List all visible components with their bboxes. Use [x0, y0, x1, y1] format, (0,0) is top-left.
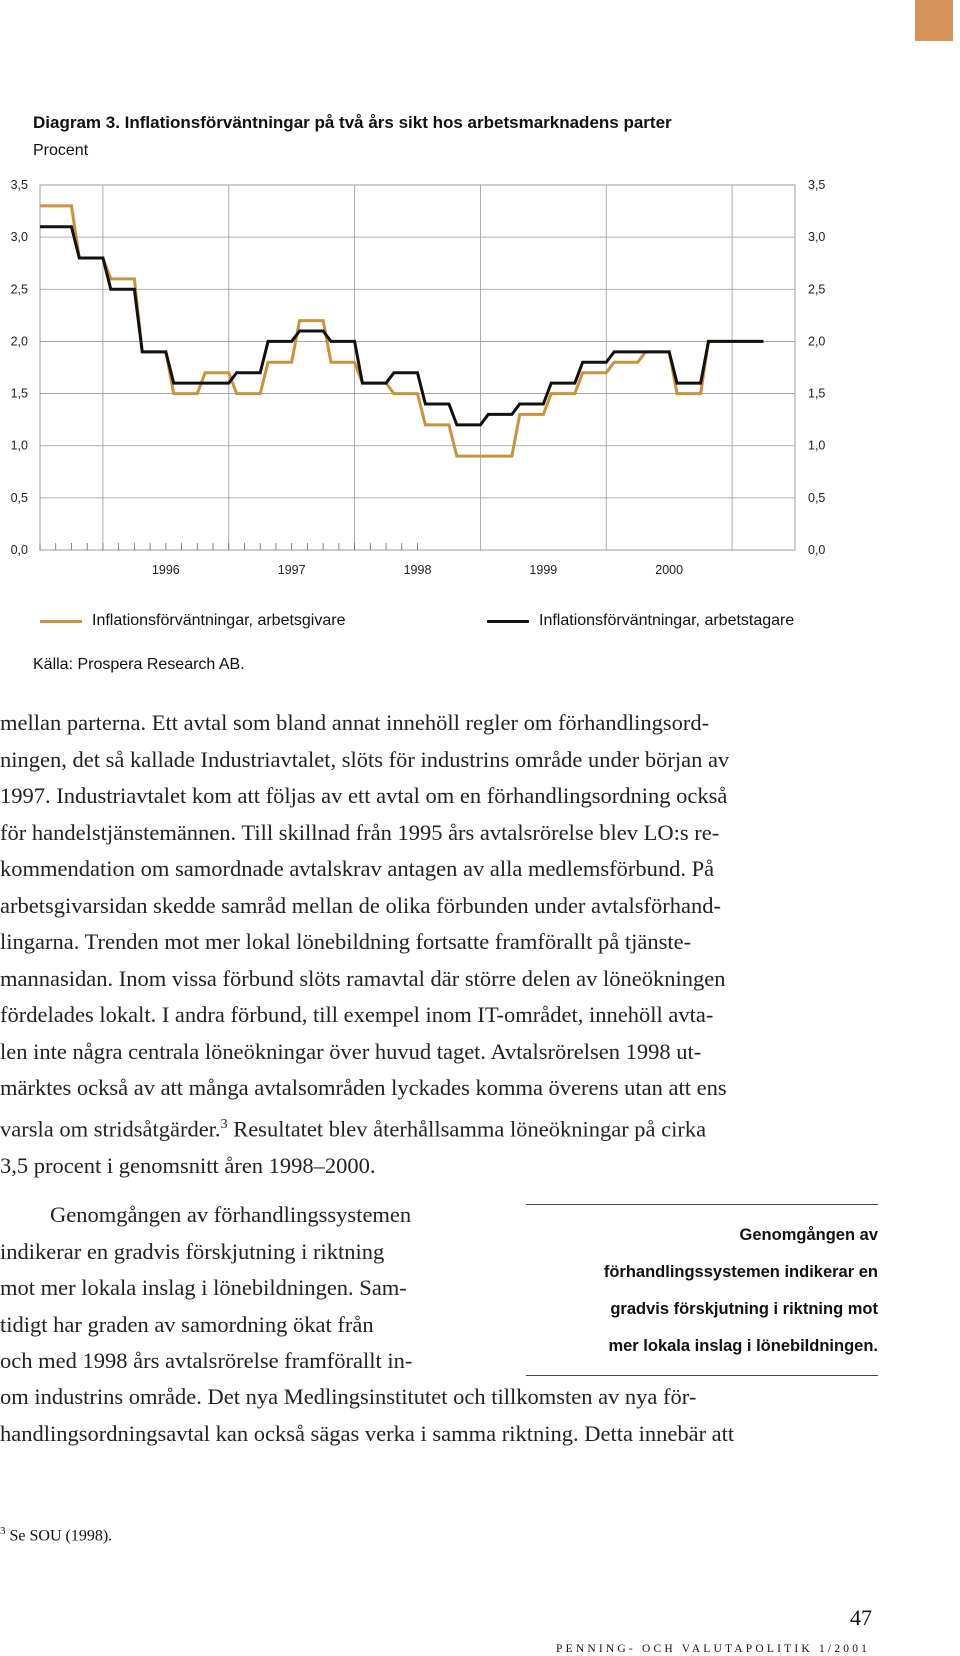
legend-swatch-employers [40, 620, 82, 623]
legend-label-employees: Inflationsförväntningar, arbetstagare [539, 612, 795, 629]
running-footer: PENNING- OCH VALUTAPOLITIK 1/2001 [556, 1643, 871, 1655]
text-line: om industrins område. Det nya Medlingsinstitutet och tillkomsten av nya för- [0, 1384, 697, 1409]
pull-quote-line: gradvis förskjutning i riktning mot [610, 1300, 878, 1318]
plot-frame [40, 185, 795, 550]
y-tick-label-right: 0,5 [808, 490, 826, 505]
text-fragment: Resultatet blev återhållsamma löneökningar på cirka [227, 1116, 707, 1141]
pull-quote-line: mer lokala inslag i lönebildningen. [608, 1337, 878, 1355]
pull-quote-line: Genomgången av [739, 1226, 878, 1244]
text-line: 1997. Industriavtalet kom att följas av ett avtal om en förhandlingsordning också [0, 783, 728, 808]
paragraph-2-continued [0, 1379, 880, 1452]
pull-quote-line: förhandlingssystemen indikerar en [603, 1263, 878, 1281]
footnote-text: Se SOU (1998). [5, 1527, 113, 1545]
y-tick-label-left: 2,0 [10, 334, 28, 349]
legend-swatch-employees [487, 620, 529, 623]
y-tick-label-right: 3,5 [808, 178, 826, 192]
y-tick-label-right: 3,0 [808, 230, 826, 245]
legend-item-employees [487, 612, 794, 630]
footnote-marker: 3 [0, 1525, 6, 1537]
text-fragment: varsla om stridsåtgärder. [0, 1116, 221, 1141]
text-line: mellan parterna. Ett avtal som bland annat innehöll regler om förhandlingsord- [0, 710, 710, 735]
y-tick-label-right: 2,0 [808, 334, 826, 349]
text-line: ningen, det så kallade Industriavtalet, slöts för industrins område under början av [0, 746, 730, 772]
series-line-employers [40, 206, 764, 456]
y-tick-label-left: 1,5 [10, 386, 28, 401]
legend-label-employers: Inflationsförväntningar, arbetsgivare [92, 612, 346, 629]
text-line: för handelstjänstemännen. Till skillnad från 1995 års avtalsrörelse blev LO:s re- [0, 819, 720, 845]
text-line: fördelades lokalt. I andra förbund, till exempel inom IT-området, innehöll avta- [0, 1002, 714, 1027]
y-tick-label-right: 1,5 [808, 386, 826, 401]
text-line: Genomgången av förhandlingssystemen [50, 1202, 412, 1227]
page-number: 47 [850, 1605, 872, 1630]
text-line: arbetsgivarsidan skedde samråd mellan de olika förbunden under avtalsförhand- [0, 892, 721, 918]
text-line [0, 1107, 880, 1148]
y-tick-label-right: 0,0 [808, 543, 826, 557]
text-line: mot mer lokala inslag i lönebildningen. Sam- [0, 1275, 407, 1300]
text-line: lingarna. Trenden mot mer lokal lönebildning fortsatte framförallt på tjänste- [0, 929, 692, 954]
y-tick-label-right: 2,5 [808, 282, 826, 297]
chart [0, 160, 960, 580]
text-line: 3,5 procent i genomsnitt åren 1998–2000. [0, 1152, 376, 1178]
y-tick-label-left: 2,5 [10, 282, 28, 297]
y-tick-label-left: 3,5 [10, 178, 28, 192]
pull-quote [526, 1204, 878, 1376]
y-tick-label-left: 0,0 [10, 543, 28, 557]
text-line: tidigt har graden av samordning ökat från [0, 1311, 374, 1337]
paragraph-2-intro [0, 1197, 490, 1380]
text-line: kommendation om samordnade avtalskrav antagen av alla medlemsförbund. På [0, 856, 715, 881]
text-line: mannasidan. Inom vissa förbund slöts ramavtal där större delen av löneökningen [0, 965, 726, 991]
text-line: indikerar en gradvis förskjutning i riktning [0, 1238, 385, 1264]
text-line: märktes också av att många avtalsområden lyckades komma överens utan att ens [0, 1075, 727, 1100]
y-tick-label-left: 3,0 [10, 230, 28, 245]
chart-unit-label: Procent [33, 142, 89, 159]
paragraph-1 [0, 705, 880, 1184]
x-tick-label: 1997 [277, 563, 306, 577]
series-line-employees [40, 227, 764, 425]
x-tick-label: 1998 [403, 563, 432, 577]
chart-title: Diagram 3. Inflationsförväntningar på två års sikt hos arbetsmarknadens parter [33, 113, 672, 132]
x-tick-label: 2000 [655, 563, 684, 577]
chart-source: Källa: Prospera Research AB. [33, 656, 245, 673]
y-tick-label-right: 1,0 [808, 438, 826, 453]
text-line: handlingsordningsavtal kan också sägas verka i samma riktning. Detta innebär att [0, 1420, 735, 1446]
y-tick-label-left: 1,0 [10, 438, 28, 453]
chart-series [40, 206, 764, 456]
corner-tab-marker [915, 0, 953, 41]
x-tick-label: 1996 [151, 563, 180, 577]
x-tick-label: 1999 [529, 563, 558, 577]
text-line: och med 1998 års avtalsrörelse framförallt in- [0, 1348, 413, 1373]
footnote [0, 1525, 112, 1545]
y-tick-label-left: 0,5 [10, 490, 28, 505]
text-line: len inte några centrala löneökningar över huvud taget. Avtalsrörelsen 1998 ut- [0, 1038, 702, 1064]
footnote-reference[interactable]: 3 [220, 1116, 228, 1132]
chart-grid [40, 185, 795, 550]
legend-item-employers [40, 612, 345, 630]
